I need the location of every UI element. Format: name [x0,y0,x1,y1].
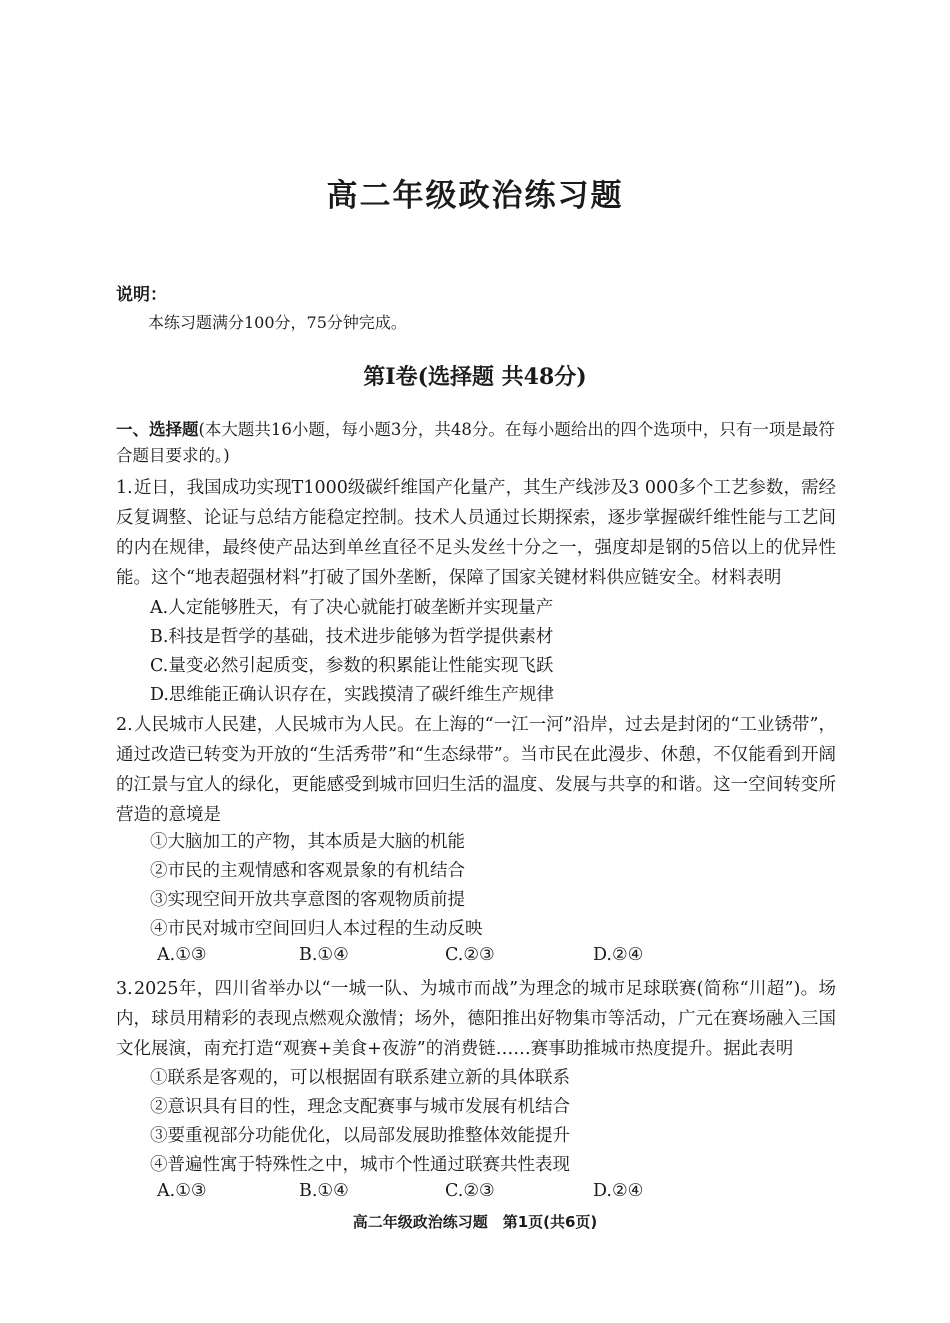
option-d: D.思维能正确认识存在，实践摸清了碳纤维生产规律 [150,685,554,705]
instructions [116,417,836,469]
question-number: 1. [116,478,133,498]
statement-3: ③实现空间开放共享意图的客观物质前提 [150,890,465,910]
page-footer: 高二年级政治练习题 第1页(共6页) [352,1213,598,1231]
option-a: A.人定能够胜天，有了决心就能打破垄断并实现量产 [150,598,554,618]
section-title: 第Ⅰ卷(选择题 共48分) [363,364,587,390]
question-3 [116,974,836,1064]
instructions-label: 一、选择题 [116,420,199,439]
note-label: 说明： [116,285,167,305]
statement-2: ②意识具有目的性，理念支配赛事与城市发展有机结合 [150,1097,570,1117]
choice-b: B.①④ [299,945,349,965]
question-number: 3. [116,979,133,999]
statement-4: ④普遍性寓于特殊性之中，城市个性通过联赛共性表现 [150,1155,570,1175]
question-2 [116,710,836,830]
choice-c: C.②③ [445,945,495,965]
note-text: 本练习题满分100分，75分钟完成。 [148,313,407,332]
choice-d: D.②④ [593,945,644,965]
choice-a: A.①③ [157,945,207,965]
page-title: 高二年级政治练习题 [326,178,624,214]
statement-1: ①大脑加工的产物，其本质是大脑的机能 [150,832,465,852]
option-b: B.科技是哲学的基础，技术进步能够为哲学提供素材 [150,627,554,647]
statement-3: ③要重视部分功能优化，以局部发展助推整体效能提升 [150,1126,570,1146]
statement-2: ②市民的主观情感和客观景象的有机结合 [150,861,465,881]
option-c: C.量变必然引起质变，参数的积累能让性能实现飞跃 [150,656,554,676]
choice-d: D.②④ [593,1181,644,1201]
question-stem: 近日，我国成功实现T1000级碳纤维国产化量产，其生产线涉及3 000多个工艺参数，需经反复调整、论证与总结方能稳定控制。技术人员通过长期探索，逐步掌握碳纤维性能与工艺间的内在规律，最终使产品达到单丝直径不足头发丝十分之一，强度却是钢的5倍以上的优异性能。这个“地表超强材料”打破了国外垄断，保障了国家关键材料供应链安全。材料表明 [116,478,836,588]
question-1 [116,473,836,593]
choice-b: B.①④ [299,1181,349,1201]
choice-a: A.①③ [157,1181,207,1201]
statement-1: ①联系是客观的，可以根据固有联系建立新的具体联系 [150,1068,570,1088]
statement-4: ④市民对城市空间回归人本过程的生动反映 [150,919,483,939]
question-stem: 2025年，四川省举办以“一城一队、为城市而战”为理念的城市足球联赛(简称“川超”)。场内，球员用精彩的表现点燃观众激情；场外，德阳推出好物集市等活动，广元在赛场融入三国文化展演，南充打造“观赛+美食+夜游”的消费链……赛事助推城市热度提升。据此表明 [116,979,836,1059]
choice-c: C.②③ [445,1181,495,1201]
question-number: 2. [116,715,133,735]
question-stem: 人民城市人民建，人民城市为人民。在上海的“一江一河”沿岸，过去是封闭的“工业锈带”，通过改造已转变为开放的“生活秀带”和“生态绿带”。当市民在此漫步、休憩，不仅能看到开阔的江景与宜人的绿化，更能感受到城市回归生活的温度、发展与共享的和谐。这一空间转变所营造的意境是 [116,715,836,825]
instructions-text: (本大题共16小题，每小题3分，共48分。在每小题给出的四个选项中，只有一项是最符合题目要求的。) [116,420,835,465]
